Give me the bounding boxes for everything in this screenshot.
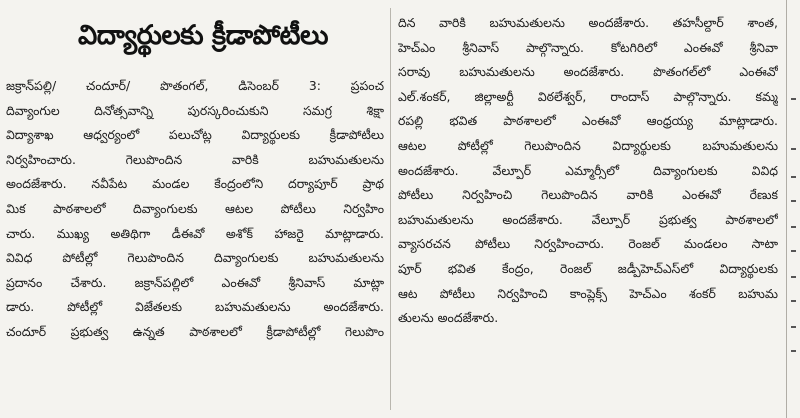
- right-column: [398, 11, 778, 331]
- right-line: దిన వారికి బహుమతులను అందజేశారు. తహసీల్దార్‌ శాంత,: [398, 15, 778, 30]
- right-line: సరావు బహుమతులను అందజేశారు. పొతంగల్‌లో ఎంఈవో: [398, 64, 778, 80]
- edge-glyph: [791, 276, 796, 278]
- right-line: వ్యాసరచన పోటీలు నిర్వహించారు. రెంజల్‌ మండలం సాటా: [398, 236, 778, 252]
- headline: విద్యార్థులకు క్రీడాపోటీలు: [78, 20, 328, 51]
- edge-glyph: [791, 148, 796, 150]
- left-line: డారు. పోటీల్లో విజేతలకు బహుమతులను అందజేశారు.: [6, 299, 384, 315]
- page-edge-divider: [786, 0, 787, 418]
- right-line: ఎల్‌.శంకర్‌, జిల్లాఅర్టీ విఠలేశ్వర్‌, రాందాస్‌ పాల్గొన్నారు. కమ్మ: [398, 88, 778, 104]
- left-line: విద్యాశాఖ ఆధ్వర్యంలో పలుచోట్ల విద్యార్థులకు క్రీడాపోటీలు: [6, 127, 384, 143]
- edge-glyph: [791, 98, 796, 100]
- right-line: బహుమతులను అందజేశారు. వేల్పూర్‌ ప్రభుత్వ పాఠశాలలో: [398, 211, 778, 227]
- left-line: ప్రదానం చేశారు. జక్రాన్‌పల్లిలో ఎంఈవో శ్రీనివాస్‌ మాట్లా: [6, 274, 384, 290]
- right-line: తులను అందజేశారు.: [398, 310, 499, 326]
- left-line: అందజేశారు. నవీపేట మండల కేంద్రంలోని దర్యాపూర్‌ ప్రాథ: [6, 176, 384, 192]
- edge-glyph: [791, 300, 796, 302]
- left-line: వివిధ పోటీల్లో గెలుపొందిన దివ్యాంగులకు బహుమతులను: [6, 250, 384, 266]
- left-line: దివ్యాంగుల దినోత్సవాన్ని పురస్కరించుకుని సమగ్ర శిక్షా: [6, 102, 384, 118]
- left-line: జక్రాన్‌పల్లి/ చందూర్‌/ పొతంగల్‌, డిసెంబర్‌ 3: ప్రపంచ: [6, 78, 384, 93]
- edge-glyph: [791, 250, 796, 252]
- right-line: రపల్లి భవిత పాఠశాలలో ఎంఈవో ఆంధ్రయ్య మాట్లాడారు.: [398, 113, 778, 129]
- edge-glyph: [791, 226, 796, 228]
- column-divider: [390, 8, 391, 410]
- right-line: పోటీలు నిర్వహించి గెలుపొందిన వారికి ఎంఈవో రేణుక: [398, 187, 778, 203]
- left-line: మిక పాఠశాలలో దివ్యాంగులకు ఆటల పోటీలు నిర్వహిం: [6, 200, 384, 216]
- edge-glyph: [791, 176, 796, 178]
- edge-glyph: [791, 200, 796, 202]
- adjacent-column-fragment: [789, 78, 799, 398]
- right-line: అందజేశారు. వేల్పూర్‌ ఎమ్మార్సీలో దివ్యాంగులకు వివిధ: [398, 162, 778, 178]
- right-line: ఆటల పోటీల్లో గెలుపొందిన విద్యార్థులకు బహుమతులను: [398, 137, 778, 153]
- left-line: నిర్వహించారు. గెలుపొందిన వారికి బహుమతులను: [6, 151, 384, 167]
- right-line: ఆట పోటీలు నిర్వహించి కాంప్లెక్స్‌ హెచ్‌ఎం శంకర్‌ బహుమ: [398, 285, 778, 301]
- edge-glyph: [791, 326, 796, 328]
- left-column: [6, 74, 384, 345]
- left-line: చందూర్‌ ప్రభుత్వ ఉన్నత పాఠశాలలో క్రీడాపోటీల్లో గెలుపొం: [6, 323, 384, 339]
- right-line: పూర్‌ భవిత కేంద్రం, రెంజల్‌ జడ్పీహెచ్‌ఎస్‌లో విద్యార్థులకు: [398, 260, 778, 276]
- right-line: హెచ్‌ఎం శ్రీనివాస్‌ పాల్గొన్నారు. కోటగిరిలో ఎంఈవో శ్రీనివా: [398, 39, 778, 55]
- left-line: చారు. ముఖ్య అతిథిగా డీఈవో అశోక్‌ హాజరై మాట్లాడారు.: [6, 225, 384, 241]
- edge-glyph: [791, 350, 796, 352]
